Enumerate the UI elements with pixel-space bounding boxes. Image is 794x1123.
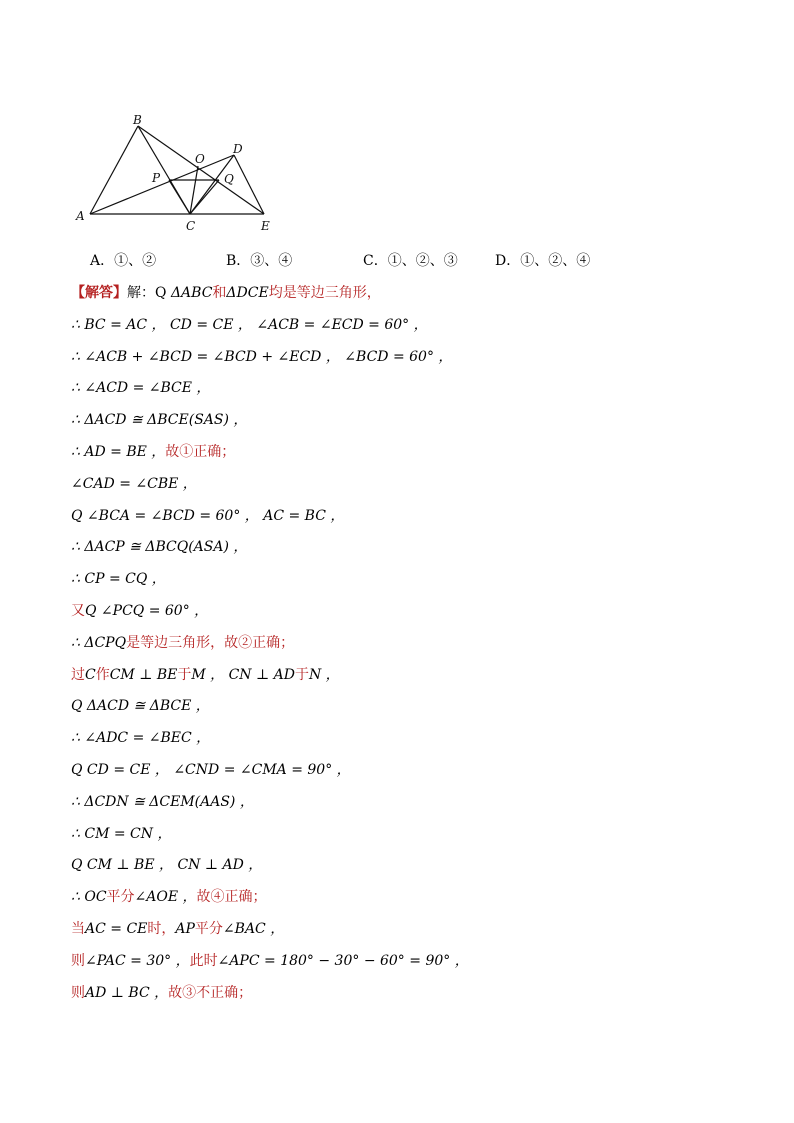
solution-text: 【解答】 <box>71 285 127 301</box>
label-p: P <box>152 171 161 185</box>
solution-line <box>71 856 262 874</box>
solution-text: ∴ ∠ACD = ∠BCE ， <box>71 380 211 397</box>
solution-text: ∠CAD = ∠CBE ， <box>71 475 197 492</box>
solution-text: ∠AOE ， <box>134 889 197 906</box>
solution-text: ∴ ΔCDN ≅ ΔCEM(AAS) ， <box>71 793 254 810</box>
solution-line <box>71 602 208 620</box>
label-b: B <box>133 113 142 127</box>
solution-text: ∴ ΔACD ≅ ΔBCE(SAS) ， <box>71 412 248 429</box>
solution-line <box>71 793 254 811</box>
solution-text: 故③不正确； <box>168 984 253 1001</box>
solution-line <box>71 888 267 906</box>
solution-text: 此时 <box>189 952 218 969</box>
solution-line <box>71 920 284 938</box>
solution-line <box>71 284 381 302</box>
solution-line <box>71 411 247 429</box>
solution-text: ΔDCE <box>226 285 269 301</box>
diagram-lines <box>90 126 264 214</box>
solution-text: N ， <box>308 666 340 683</box>
solution-line <box>71 634 294 652</box>
solution-text: 平分 <box>106 889 135 906</box>
segment-ab <box>90 126 138 214</box>
solution-line <box>71 729 210 747</box>
solution-text: 和 <box>212 285 227 301</box>
solution-text: Q ∠BCA = ∠BCD = 60° ， AC = BC ， <box>71 507 345 524</box>
solution-text: ∠APC = 180° − 30° − 60° = 90° ， <box>217 952 469 969</box>
solution-text: ∴ BC = AC ， CD = CE ， ∠ACB = ∠ECD = 60° ， <box>71 316 428 333</box>
solution-text: Q <box>155 285 171 301</box>
solution-line <box>71 697 210 715</box>
solution-text: ΔABC <box>170 285 213 301</box>
solution-text: 作 <box>95 666 110 683</box>
solution-line <box>71 443 235 461</box>
solution-text: ∴ ΔCPQ <box>71 634 127 651</box>
solution-text: AD ⊥ BC ， <box>85 984 169 1001</box>
solution-text: 又 <box>71 603 85 619</box>
solution-line <box>71 761 351 779</box>
triangle-diagram <box>70 108 290 234</box>
solution-text: 过 <box>71 666 85 683</box>
solution-text: 故④正确； <box>196 889 267 906</box>
solution-line <box>71 666 340 684</box>
solution-text: 于 <box>177 666 192 683</box>
solution-text: ∴ OC <box>71 889 107 906</box>
solution-text: 平分 <box>194 921 223 937</box>
solution-text: C <box>85 666 96 683</box>
solution-text: Q CM ⊥ BE ， CN ⊥ AD ， <box>71 857 263 874</box>
label-a: A <box>76 209 85 223</box>
label-d: D <box>233 142 243 156</box>
solution-line <box>71 348 452 366</box>
solution-text: ∴ CM = CN ， <box>71 825 172 842</box>
label-q: Q <box>224 172 234 186</box>
solution-text: 则 <box>71 952 85 969</box>
segment-pc <box>169 180 190 214</box>
choice-b[interactable]: B．③、④ <box>226 253 293 269</box>
solution-line <box>71 570 166 588</box>
choice-d[interactable]: D．①、②、④ <box>495 253 591 269</box>
solution-text: CM ⊥ BE <box>109 666 178 683</box>
solution-text: ∴ AD = BE ， <box>71 444 166 460</box>
solution-text: 是等边三角形，故②正确； <box>126 634 295 651</box>
solution-line <box>71 507 344 525</box>
solution-text: ∠PAC = 30° ， <box>85 952 190 969</box>
solution-text: 则 <box>71 984 85 1001</box>
diagram-labels <box>75 113 270 233</box>
solution-line <box>71 825 171 843</box>
solution-text: ∠BAC ， <box>222 921 285 937</box>
label-c: C <box>186 219 196 233</box>
solution-text: AC = CE <box>85 921 148 937</box>
solution-line <box>71 952 469 970</box>
solution-text: 故①正确； <box>165 444 236 460</box>
solution-text: ∴ CP = CQ ， <box>71 571 166 588</box>
solution-text: M ， CN ⊥ AD <box>191 666 295 683</box>
solution-line <box>71 316 428 334</box>
choice-c[interactable]: C．①、②、③ <box>363 253 458 269</box>
solution-line <box>71 379 210 397</box>
solution-text: 当 <box>71 921 85 937</box>
segment-de <box>234 155 264 214</box>
solution-text: 时， <box>147 921 176 937</box>
choice-a[interactable]: A．①、② <box>90 253 157 269</box>
solution-text: ∴ ∠ACB + ∠BCD = ∠BCD + ∠ECD ， ∠BCD = 60° ， <box>71 348 453 365</box>
solution-text: 于 <box>294 666 309 683</box>
answer-choices <box>90 251 650 271</box>
solution-text: Q ΔACD ≅ ΔBCE ， <box>71 698 210 715</box>
label-e: E <box>261 219 270 233</box>
solution-text: AP <box>175 921 195 937</box>
solution-text: 均是等边三角形， <box>268 285 381 301</box>
solution-line <box>71 984 252 1002</box>
solution-text: 解： <box>127 285 155 301</box>
solution-text: ∴ ∠ADC = ∠BEC ， <box>71 730 211 747</box>
solution-text: ∴ ΔACP ≅ ΔBCQ(ASA) ， <box>71 539 248 556</box>
solution-text: Q CD = CE ， ∠CND = ∠CMA = 90° ， <box>71 762 351 778</box>
geometry-figure <box>70 108 290 234</box>
label-o: O <box>195 152 205 166</box>
solution-line <box>71 475 197 493</box>
solution-line <box>71 538 247 556</box>
solution-text: Q ∠PCQ = 60° ， <box>85 603 209 619</box>
